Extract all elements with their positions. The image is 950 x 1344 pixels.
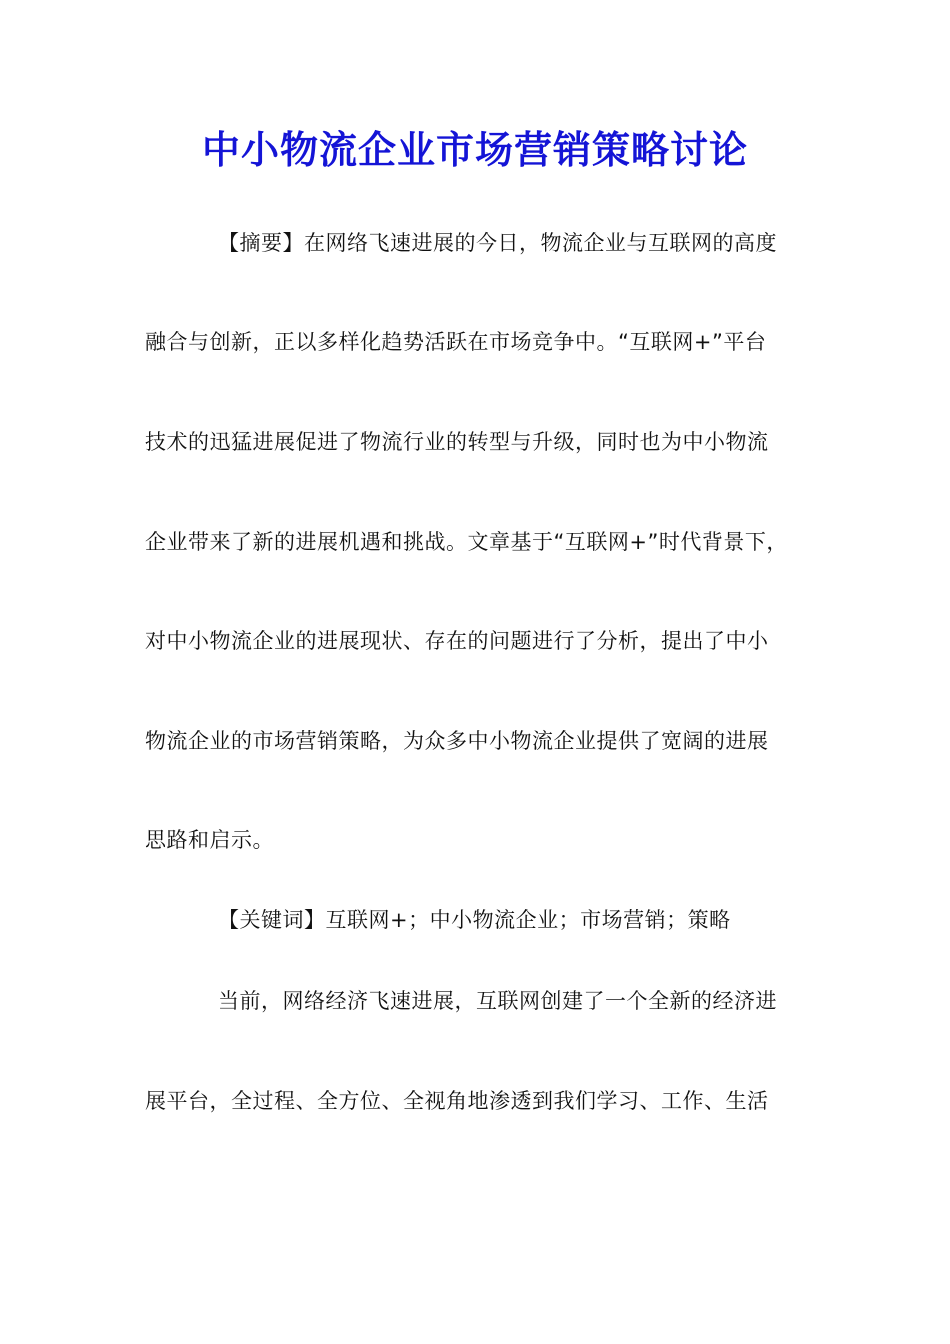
abstract-line: 思路和启示。 <box>145 828 274 852</box>
body-line: 当前，网络经济飞速进展，互联网创建了一个全新的经济进 <box>218 989 777 1013</box>
abstract-line: 对中小物流企业的进展现状、存在的问题进行了分析，提出了中小 <box>145 629 769 653</box>
abstract-line: 【摘要】在网络飞速进展的今日，物流企业与互联网的高度 <box>218 231 777 255</box>
body-line: 展平台，全过程、全方位、全视角地渗透到我们学习、工作、生活 <box>145 1089 769 1113</box>
keywords-line: 【关键词】互联网+；中小物流企业；市场营销；策略 <box>218 908 731 932</box>
abstract-line: 技术的迅猛进展促进了物流行业的转型与升级，同时也为中小物流 <box>145 430 769 454</box>
abstract-line: 融合与创新，正以多样化趋势活跃在市场竞争中。“互联网+”平台 <box>145 330 767 354</box>
document-title: 中小物流企业市场营销策略讨论 <box>201 127 748 172</box>
abstract-line: 物流企业的市场营销策略，为众多中小物流企业提供了宽阔的进展 <box>145 729 769 753</box>
abstract-line: 企业带来了新的进展机遇和挑战。文章基于“互联网+”时代背景下， <box>145 530 788 554</box>
